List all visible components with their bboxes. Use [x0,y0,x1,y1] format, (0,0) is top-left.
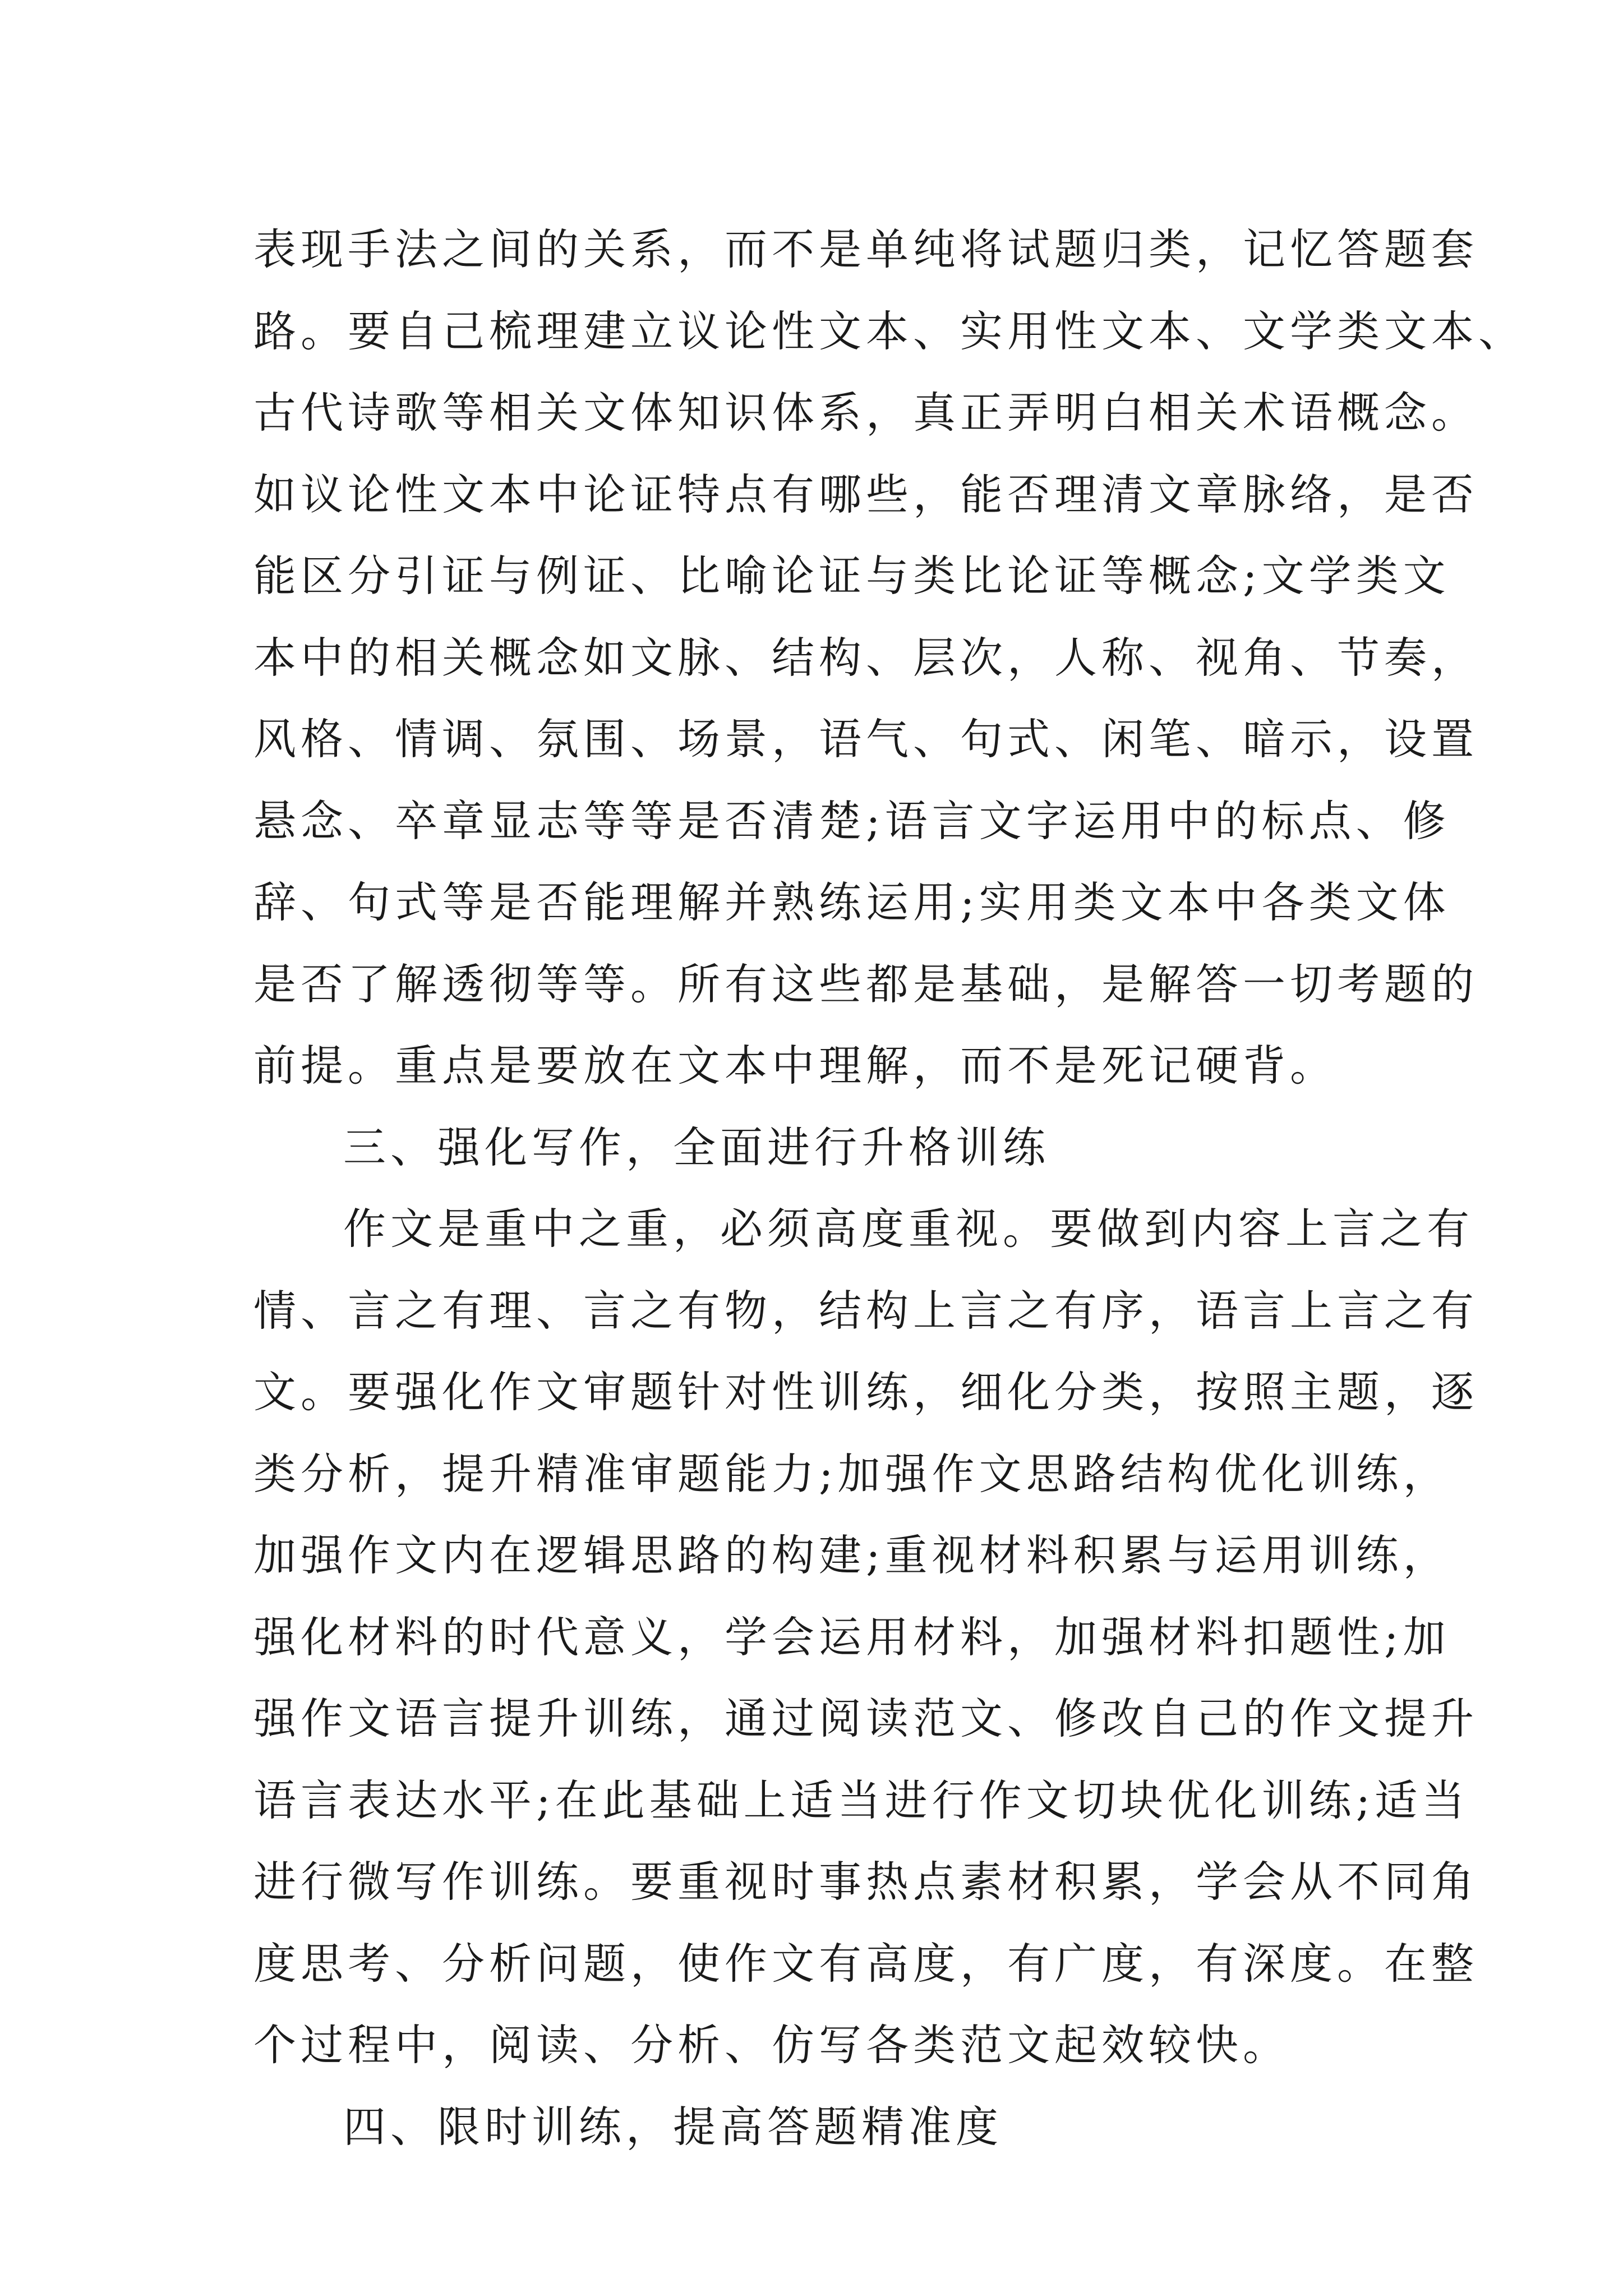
text-line: 个过程中，阅读、分析、仿写各类范文起效较快。 [253,2020,1290,2070]
section-heading-3: 三、强化写作，全面进行升格训练 [343,1122,1050,1172]
text-line: 悬念、卒章显志等等是否清楚;语言文字运用中的标点、修 [253,795,1450,846]
text-line: 路。要自己梳理建立议论性文本、实用性文本、文学类文本、 [253,306,1525,356]
text-line: 强化材料的时代意义，学会运用材料，加强材料扣题性;加 [253,1612,1450,1662]
text-line: 能区分引证与例证、比喻论证与类比论证等概念;文学类文 [253,551,1450,601]
text-line: 如议论性文本中论证特点有哪些，能否理清文章脉络，是否 [253,469,1478,519]
text-line: 类分析，提升精准审题能力;加强作文思路结构优化训练， [253,1448,1450,1499]
text-line: 强作文语言提升训练，通过阅读范文、修改自己的作文提升 [253,1694,1478,1743]
text-line: 风格、情调、氛围、场景，语气、句式、闲笔、暗示，设置 [253,714,1478,764]
text-line: 加强作文内在逻辑思路的构建;重视材料积累与运用训练， [253,1530,1450,1580]
text-line: 表现手法之间的关系，而不是单纯将试题归类，记忆答题套 [253,224,1478,274]
text-line: 进行微写作训练。要重视时事热点素材积累，学会从不同角 [253,1857,1478,1907]
text-line: 古代诗歌等相关文体知识体系，真正弄明白相关术语概念。 [253,388,1478,438]
text-line: 辞、句式等是否能理解并熟练运用;实用类文本中各类文体 [253,877,1450,927]
text-line: 是否了解透彻等等。所有这些都是基础，是解答一切考题的 [253,959,1478,1009]
section-heading-4: 四、限时训练，提高答题精准度 [343,2101,1003,2152]
text-line: 度思考、分析问题，使作文有高度，有广度，有深度。在整 [253,1938,1478,1989]
paragraph-start-line: 作文是重中之重，必须高度重视。要做到内容上言之有 [343,1204,1474,1254]
text-line: 文。要强化作文审题针对性训练，细化分类，按照主题，逐 [253,1367,1478,1417]
text-line: 情、言之有理、言之有物，结构上言之有序，语言上言之有 [253,1285,1478,1336]
text-line: 前提。重点是要放在文本中理解，而不是死记硬背。 [253,1041,1337,1091]
document-body [253,209,1525,2168]
text-line: 本中的相关概念如文脉、结构、层次，人称、视角、节奏， [253,632,1478,683]
text-line: 语言表达水平;在此基础上适当进行作文切块优化训练;适当 [253,1775,1469,1825]
